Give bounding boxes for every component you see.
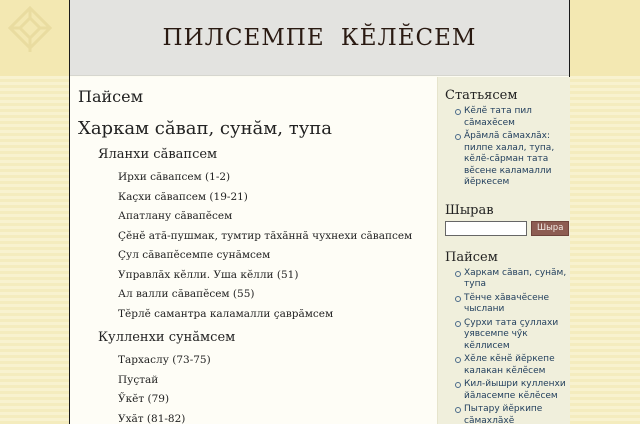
- list-item[interactable]: Управлăх кĕлли. Уша кĕлли (51): [118, 268, 299, 281]
- sidebar-link[interactable]: Хĕле кĕнĕ йĕркепе калакан кĕлĕсем: [455, 354, 570, 377]
- sidebar: [437, 77, 570, 424]
- sidebar-link[interactable]: Кĕлĕ тата пил сăмахĕсем: [455, 106, 570, 129]
- list-item[interactable]: Тĕрлĕ самантра каламалли çаврăмсем: [118, 307, 334, 320]
- list-item[interactable]: Ал валли сăвапĕсем (55): [118, 288, 255, 300]
- sidebar-link[interactable]: Пытару йĕркипе сăмахлăхĕ: [455, 404, 570, 424]
- list-item[interactable]: Апатлану сăвапĕсем: [118, 210, 233, 222]
- section-title: Харкам сăвап, сунăм, тупа: [78, 118, 333, 139]
- sidebar-pages: [445, 250, 570, 424]
- site-header: [70, 0, 569, 76]
- list-item[interactable]: Каçхи сăвапсем (19-21): [118, 190, 248, 203]
- group-title: Яланхи сăвапсем: [98, 147, 218, 162]
- sidebar-articles: [445, 88, 570, 189]
- sidebar-link[interactable]: Кил-йышри кулленхи йăласемпе кĕлĕсем: [455, 379, 570, 402]
- sidebar-heading: Пайсем: [445, 249, 498, 265]
- sidebar-list: [455, 268, 570, 424]
- site-title[interactable]: ПИЛСЕМПЕ КĔЛĔСЕМ: [162, 24, 477, 51]
- sidebar-heading: Шырав: [445, 202, 494, 218]
- list-item[interactable]: Пуçтай: [118, 373, 159, 386]
- list-item[interactable]: Ирхи сăвапсем (1-2): [118, 171, 231, 183]
- search-input[interactable]: [445, 221, 527, 236]
- sidebar-list: [455, 106, 570, 189]
- sidebar-link[interactable]: Çурхи тата çуллахи уявсемпе чӳк кĕллисем: [455, 318, 570, 353]
- group-list: [118, 351, 437, 424]
- sidebar-link[interactable]: Ăрăмлă сăмахлăх: пилпе халал, тупа, кĕлĕ-сăрман тата вĕсене каламалли йĕркесем: [455, 131, 570, 189]
- page-title: Пайсем: [78, 87, 144, 106]
- list-item[interactable]: Ӳкĕт (79): [118, 393, 170, 405]
- list-item[interactable]: Çул сăвапĕсемпе сунăмсем: [118, 249, 271, 261]
- search-button[interactable]: Шыра: [531, 221, 569, 236]
- main-content: [70, 77, 437, 424]
- group-title: Кулленхи сунăмсем: [98, 330, 236, 345]
- chuvash-ornament-logo: [4, 4, 56, 56]
- sidebar-search: [445, 203, 570, 236]
- group-list: [118, 168, 437, 324]
- sidebar-link[interactable]: Харкам сăвап, сунăм, тупа: [455, 268, 570, 291]
- sidebar-heading: Статьясем: [445, 88, 518, 103]
- list-item[interactable]: Тархаслу (73-75): [118, 354, 211, 366]
- search-form: [445, 221, 570, 236]
- page-container: [69, 0, 570, 424]
- list-item[interactable]: Ухăт (81-82): [118, 412, 186, 424]
- list-item[interactable]: Çĕнĕ атă-пушмак, тумтир тăхăннă чухнехи сăвапсем: [118, 229, 413, 242]
- sidebar-link[interactable]: Тĕнче хăвачĕсене чыслани: [455, 293, 570, 316]
